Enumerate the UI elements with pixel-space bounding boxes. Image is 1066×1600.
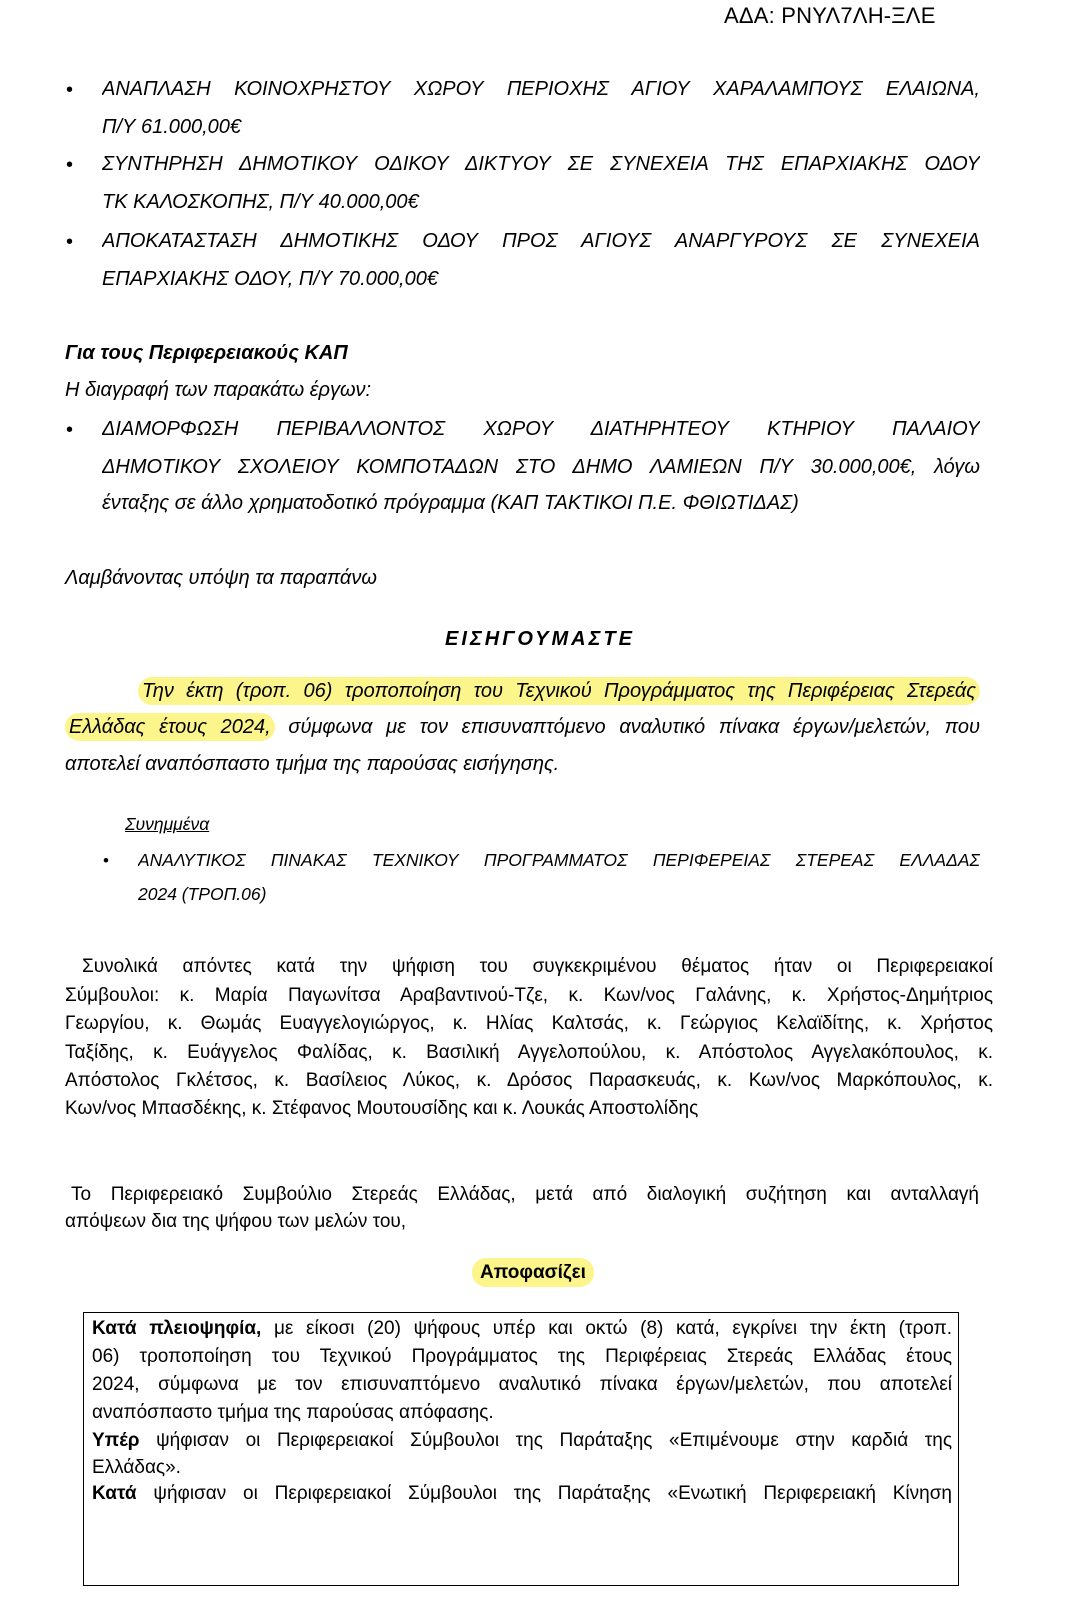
list-item: ΕΠΑΡΧΙΑΚΗΣ ΟΔΟΥ, Π/Υ 70.000,00€ <box>102 268 438 290</box>
bullet: • <box>66 154 74 176</box>
decision-line: 2024, σύμφωνα με τον επισυναπτόμενο αναλυτικό πίνακα έργων/μελετών, που αποτελεί <box>92 1374 952 1395</box>
paragraph-line: Απόστολος Γκλέτσος, κ. Βασίλειος Λύκος, κ. Δρόσος Παρασκευάς, κ. Κων/νος Μαρκόπουλος, κ. <box>65 1070 993 1091</box>
decision-line <box>92 1481 952 1507</box>
recommend-line: αποτελεί αναπόσπαστο τμήμα της παρούσας εισήγησης. <box>65 753 560 775</box>
paragraph-line: Το Περιφερειακό Συμβούλιο Στερεάς Ελλάδας, μετά από διαλογική συζήτηση και ανταλλαγή <box>71 1184 979 1205</box>
bullet: • <box>66 231 74 253</box>
decision-line: Ελλάδας». <box>92 1457 181 1478</box>
decides-heading <box>0 1262 1066 1284</box>
list-item: ΔΙΑΜΟΡΦΩΣΗ ΠΕΡΙΒΑΛΛΟΝΤΟΣ ΧΩΡΟΥ ΔΙΑΤΗΡΗΤΕΟΥ ΚΤΗΡΙΟΥ ΠΑΛΑΙΟΥ <box>102 418 980 440</box>
ada-code: ΑΔΑ: ΡΝΥΛ7ΛΗ-ΞΛΕ <box>724 3 936 28</box>
attachments-label: Συνημμένα <box>125 814 210 834</box>
list-item: ΤΚ ΚΑΛΟΣΚΟΠΗΣ, Π/Υ 40.000,00€ <box>102 191 419 213</box>
decision-bold: Κατά <box>92 1483 137 1504</box>
decision-box <box>83 1312 959 1586</box>
list-item: ΔΗΜΟΤΙΚΟΥ ΣΧΟΛΕΙΟΥ ΚΟΜΠΟΤΑΔΩΝ ΣΤΟ ΔΗΜΟ ΛΑΜΙΕΩΝ Π/Υ 30.000,00€, λόγω <box>102 456 980 478</box>
bullet: • <box>103 851 109 870</box>
recommend-text: σύμφωνα με τον επισυναπτόμενο αναλυτικό πίνακα έργων/μελετών, που <box>288 716 981 738</box>
list-item: Π/Υ 61.000,00€ <box>102 116 242 138</box>
decision-bold: Υπέρ <box>92 1430 140 1451</box>
paragraph-line: απόψεων δια της ψήφου των μελών του, <box>65 1211 407 1232</box>
list-item: ΑΝΑΠΛΑΣΗ ΚΟΙΝΟΧΡΗΣΤΟΥ ΧΩΡΟΥ ΠΕΡΙΟΧΗΣ ΑΓΙΟΥ ΧΑΡΑΛΑΜΠΟΥΣ ΕΛΑΙΩΝΑ, <box>102 78 980 100</box>
paragraph-line: Ταξίδης, κ. Ευάγγελος Φαλίδας, κ. Βασιλική Αγγελοπούλου, κ. Απόστολος Αγγελακόπουλος, κ. <box>65 1042 993 1063</box>
recommend-line <box>138 677 980 705</box>
decision-text: ψήφισαν οι Περιφερειακοί Σύμβουλοι της Παράταξης «Επιμένουμε στην καρδιά της <box>156 1430 953 1451</box>
section-title: Για τους Περιφερειακούς ΚΑΠ <box>65 342 348 364</box>
list-item: ένταξης σε άλλο χρηματοδοτικό πρόγραμμα (ΚΑΠ ΤΑΚΤΙΚΟΙ Π.Ε. ΦΘΙΩΤΙΔΑΣ) <box>102 492 799 514</box>
recommend-heading: ΕΙΣΗΓΟΥΜΑΣΤΕ <box>445 628 635 650</box>
highlighted-text: Την έκτη (τροπ. 06) τροποποίηση του Τεχνικού Προγράμματος της Περιφέρειας Στερεάς <box>138 677 980 705</box>
decision-bold: Κατά πλειοψηφία, <box>92 1318 262 1339</box>
considering-text: Λαμβάνοντας υπόψη τα παραπάνω <box>65 567 377 589</box>
decision-line <box>92 1428 952 1454</box>
highlighted-text: Ελλάδας έτους 2024, <box>65 713 275 741</box>
decision-line: αναπόσπαστο τμήμα της παρούσας απόφασης. <box>92 1402 494 1423</box>
section-intro: Η διαγραφή των παρακάτω έργων: <box>65 379 372 401</box>
paragraph-line: Σύμβουλοι: κ. Μαρία Παγωνίτσα Αραβαντινού-Τζε, κ. Κων/νος Γαλάνης, κ. Χρήστος-Δημήτριος <box>65 985 993 1006</box>
decision-text: με είκοσι (20) ψήφους υπέρ και οκτώ (8) κατά, εγκρίνει την έκτη (τροπ. <box>273 1318 952 1339</box>
paragraph-line: Συνολικά απόντες κατά την ψήφιση του συγκεκριμένου θέματος ήταν οι Περιφερειακοί <box>82 956 993 977</box>
bullet: • <box>66 419 74 441</box>
paragraph-line: Κων/νος Μπασδέκης, κ. Στέφανος Μουτουσίδης και κ. Λουκάς Αποστολίδης <box>65 1098 699 1119</box>
recommend-line <box>65 713 980 741</box>
attachment-item: ΑΝΑΛΥΤΙΚΟΣ ΠΙΝΑΚΑΣ ΤΕΧΝΙΚΟΥ ΠΡΟΓΡΑΜΜΑΤΟΣ ΠΕΡΙΦΕΡΕΙΑΣ ΣΤΕΡΕΑΣ ΕΛΛΑΔΑΣ <box>138 850 980 870</box>
list-item: ΑΠΟΚΑΤΑΣΤΑΣΗ ΔΗΜΟΤΙΚΗΣ ΟΔΟΥ ΠΡΟΣ ΑΓΙΟΥΣ ΑΝΑΡΓΥΡΟΥΣ ΣΕ ΣΥΝΕΧΕΙΑ <box>102 230 980 252</box>
attachment-item: 2024 (ΤΡΟΠ.06) <box>138 884 267 904</box>
paragraph-line: Γεωργίου, κ. Θωμάς Ευαγγελογιώργος, κ. Ηλίας Καλτσάς, κ. Γεώργιος Κελαϊδίτης, κ. Χρήστος <box>65 1013 993 1034</box>
decision-line <box>92 1316 952 1342</box>
decision-text: ψήφισαν οι Περιφερειακοί Σύμβουλοι της Παράταξης «Ενωτική Περιφερειακή Κίνηση <box>153 1483 953 1504</box>
highlighted-text: Αποφασίζει <box>472 1258 594 1287</box>
bullet: • <box>66 79 74 101</box>
decision-line: 06) τροποποίηση του Τεχνικού Προγράμματος της Περιφέρειας Στερεάς Ελλάδας έτους <box>92 1346 952 1367</box>
list-item: ΣΥΝΤΗΡΗΣΗ ΔΗΜΟΤΙΚΟΥ ΟΔΙΚΟΥ ΔΙΚΤΥΟΥ ΣΕ ΣΥΝΕΧΕΙΑ ΤΗΣ ΕΠΑΡΧΙΑΚΗΣ ΟΔΟΥ <box>102 153 980 175</box>
